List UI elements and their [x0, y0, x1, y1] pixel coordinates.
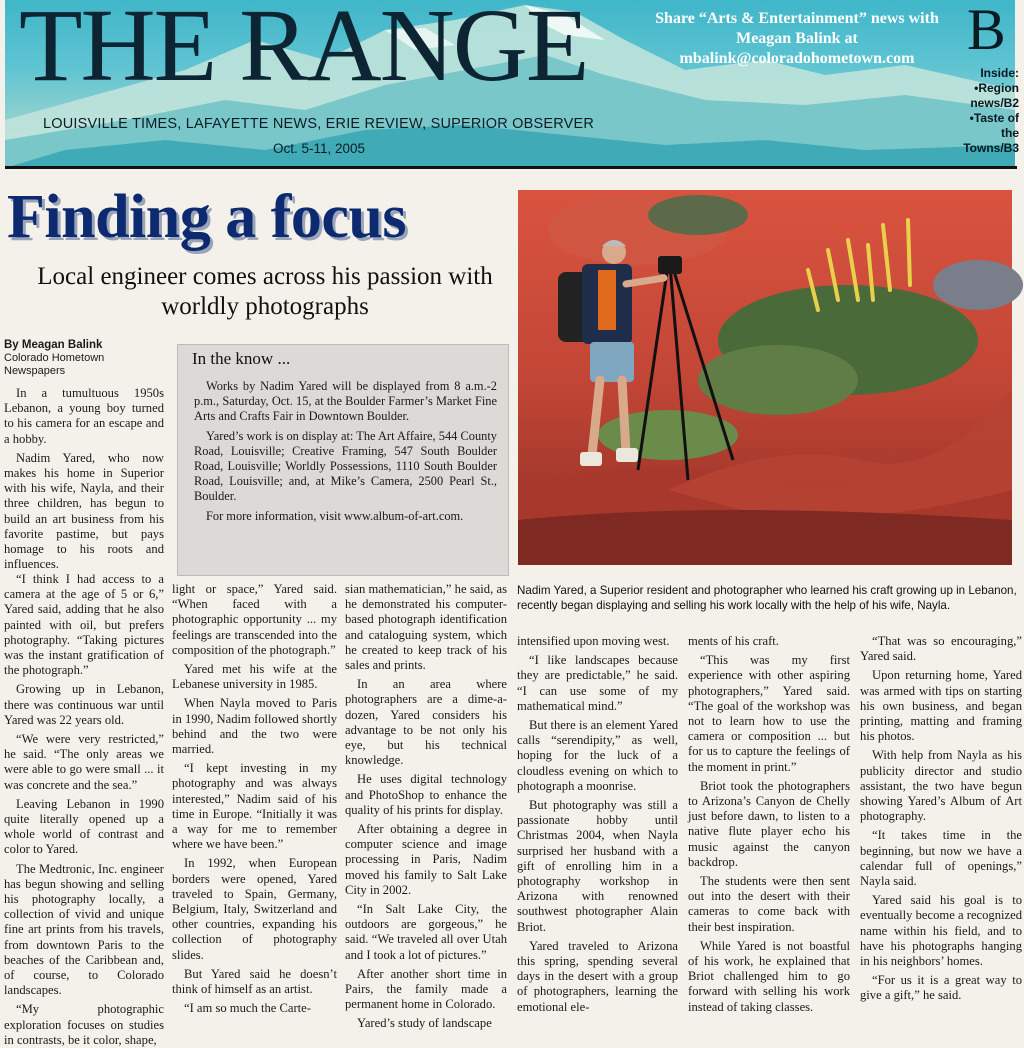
paragraph: Yared traveled to Arizona this spring, spending several days in the desert with a group of photographers, learning the emotional ele-	[517, 938, 678, 1014]
paragraph: “This was my first experience with other aspiring photographers,” Yared said. “The goal of the workshop was not to learn how to use the camera or composition ... but for us to capture the feelings of the moment in print.”	[688, 653, 850, 774]
in-the-know-title: In the know ...	[192, 349, 291, 368]
byline-org: Colorado Hometown	[4, 352, 105, 364]
paragraph: “I am so much the Carte-	[184, 1001, 311, 1016]
paragraph: “I kept investing in my photography and was always interested,” Nadim said of his time in Europe. “Initially it was a way for me to remember where we have been.”	[172, 761, 337, 852]
paragraph: After obtaining a degree in computer science and image processing in Paris, Nadim moved his family to Salt Lake City in 2002.	[345, 822, 507, 897]
article-column-4	[517, 634, 678, 1015]
byline-name: By Meagan Balink	[4, 339, 103, 351]
paragraph: “For us it is a great way to give a gift,” he said.	[860, 973, 1022, 1003]
masthead-title-range: RANGE	[239, 0, 588, 103]
masthead	[5, 0, 1019, 168]
inside-item: •Taste of the Towns/B3	[963, 111, 1019, 155]
photographer-on-red-rocks-image	[518, 190, 1012, 565]
paragraph: Yared said his goal is to eventually become a recognized name within his field, and to have his photographs hanging in his neighbors’ homes.	[860, 893, 1022, 969]
paragraph: But Yared said he doesn’t think of himself as an artist.	[172, 966, 337, 997]
paragraph: Nadim Yared, who now makes his home in Superior with his wife, Nayla, and their three children, has begun to build an art business from his favorite pastime, but pays homage to his roots and influences.	[4, 450, 164, 572]
paragraph: “In Salt Lake City, the outdoors are gorgeous,” he said. “We traveled all over Utah and I took a lot of pictures.”	[345, 902, 507, 962]
paragraph: When Nayla moved to Paris in 1990, Nadim followed shortly behind and the two were married.	[172, 696, 337, 757]
sidebar-paragraph: For more information, visit www.album-of-art.com.	[206, 509, 464, 523]
inside-item: •Region news/B2	[970, 81, 1019, 110]
paragraph: light or space,” Yared said. “When faced with a photographic opportunity ... my feelings are transcended into the composition of the photograph.”	[172, 582, 337, 657]
paragraph: But there is an element Yared calls “serendipity,” as well, hoping for the luck of a cloudless evening on which to photograph a moonrise.	[517, 718, 678, 793]
subheadline: Local engineer comes across his passion with worldly photographs	[37, 263, 493, 320]
article-column-3	[345, 582, 507, 1032]
paragraph: “That was so encouraging,” Yared said.	[860, 634, 1022, 664]
article-column-1-bottom	[4, 572, 164, 1048]
paragraph: After another short time in Pairs, the family made a permanent home in Colorado.	[345, 966, 507, 1012]
article-column-2	[172, 582, 337, 1016]
inside-box	[949, 66, 1019, 156]
paragraph: He uses digital technology and PhotoShop to enhance the quality of his prints for display.	[345, 772, 507, 817]
paragraph: sian mathematician,” he said, as he demonstrated his computer-based photograph identification and cataloguing system, which he created to keep track of his sales and prints.	[345, 582, 507, 673]
paragraph: ments of his craft.	[688, 634, 779, 648]
paragraph: In 1992, when European borders were opened, Yared traveled to Spain, Germany, Belgium, Italy, Switzerland and other countries, expanding his collection of photography slides.	[172, 856, 337, 962]
masthead-papers: LOUISVILLE TIMES, LAFAYETTE NEWS, ERIE REVIEW, SUPERIOR OBSERVER	[43, 116, 595, 132]
paragraph: While Yared is not boastful of his work, he explained that Briot challenged him to go forward with selling his work instead of taking classes.	[688, 938, 850, 1014]
photo-caption: Nadim Yared, a Superior resident and photographer who learned his craft growing up in Lebanon, recently began displaying and selling his work locally with the help of his wife, Nayla.	[517, 584, 1017, 612]
headline: Finding a focus	[7, 183, 407, 251]
paragraph: Growing up in Lebanon, there was continuous war until Yared was 22 years old.	[4, 682, 164, 727]
paragraph: The Medtronic, Inc. engineer has begun showing and selling his photography locally, a collection of vivid and unique fine art prints from his travels, from downtown Paris to the beaches of the Caribbean and, of course, to Colorado landscapes.	[4, 861, 164, 998]
masthead-title-the: THE	[19, 0, 216, 103]
section-letter: B	[967, 0, 1006, 62]
masthead-date: Oct. 5-11, 2005	[273, 141, 366, 156]
article-column-5	[688, 634, 850, 1015]
paragraph: Leaving Lebanon in 1990 quite literally opened up a whole world of contrast and color to Yared.	[4, 796, 164, 857]
article-column-6	[860, 634, 1022, 1004]
paragraph: Yared met his wife at the Lebanese university in 1985.	[172, 662, 337, 692]
paragraph: In a tumultuous 1950s Lebanon, a young boy turned to his camera for an escape and a hobby.	[4, 386, 164, 446]
feature-photo	[518, 190, 1012, 565]
paragraph: But photography was still a passionate hobby until Christmas 2004, when Nayla surprised her husband with a gift of enrolling him in a photography workshop in Arizona with renowned southwest photographer Alain Briot.	[517, 798, 678, 934]
paragraph: Yared’s study of landscape	[357, 1016, 492, 1031]
byline	[4, 339, 104, 378]
in-the-know-box	[177, 344, 509, 576]
paragraph: In an area where photographers are a dime-a-dozen, Yared considers his advantage to be not only his eye, but his technical knowledge.	[345, 677, 507, 768]
paragraph: “I like landscapes because they are predictable,” he said. “I can use some of my mathematical mind.”	[517, 653, 678, 713]
masthead-share	[637, 9, 957, 69]
masthead-rule	[5, 166, 1017, 169]
paragraph: The students were then sent out into the desert with their cameras to come back with their best inspiration.	[688, 874, 850, 934]
paragraph: “We were very restricted,” he said. “The only areas we were able to go were small ... it was concrete and the sea.”	[4, 732, 164, 792]
paragraph: Upon returning home, Yared was armed with tips on starting his own business, and began printing, matting and framing his photos.	[860, 668, 1022, 744]
paragraph: intensified upon moving west.	[517, 634, 670, 648]
share-email: mbalink@coloradohometown.com	[679, 50, 915, 67]
paragraph: “I think I had access to a camera at the age of 5 or 6,” Yared said, adding that he also painted with oil, but prefers photography. “Taking pictures was the instant gratification of the photograph.”	[4, 572, 164, 678]
paragraph: “My photographic exploration focuses on studies in contrasts, be it color, shape,	[4, 1002, 164, 1047]
paragraph: “It takes time in the beginning, but now we have a calendar full of openings,” Nayla said.	[860, 828, 1022, 889]
sidebar-paragraph: Yared’s work is on display at: The Art Affaire, 544 County Road, Louisville; Creative Framing, 547 South Boulder Road, Louisville; Worldly Possessions, 1110 South Boulder Road, Louisville; and, at Mike’s Camera, 2500 Pearl St., Boulder.	[194, 429, 497, 503]
share-line-1: Share “Arts & Entertainment” news with	[655, 10, 939, 27]
article-column-1-top	[4, 386, 164, 572]
masthead-title	[19, 0, 588, 103]
paragraph: Briot took the photographers to Arizona’s Canyon de Chelly just before dawn, to listen to a native flute player echo his music against the canyon backdrop.	[688, 778, 850, 869]
sidebar-paragraph: Works by Nadim Yared will be displayed from 8 a.m.-2 p.m., Saturday, Oct. 15, at the Boulder Farmer’s Market Fine Arts and Crafts Fair in Downtown Boulder.	[194, 379, 497, 423]
paragraph: With help from Nayla as his publicity director and studio assistant, the two have begun showing Yared’s Album of Art photography.	[860, 748, 1022, 824]
inside-label: Inside:	[980, 66, 1019, 80]
share-line-2: Meagan Balink at	[736, 30, 858, 47]
byline-org: Newspapers	[4, 365, 66, 377]
